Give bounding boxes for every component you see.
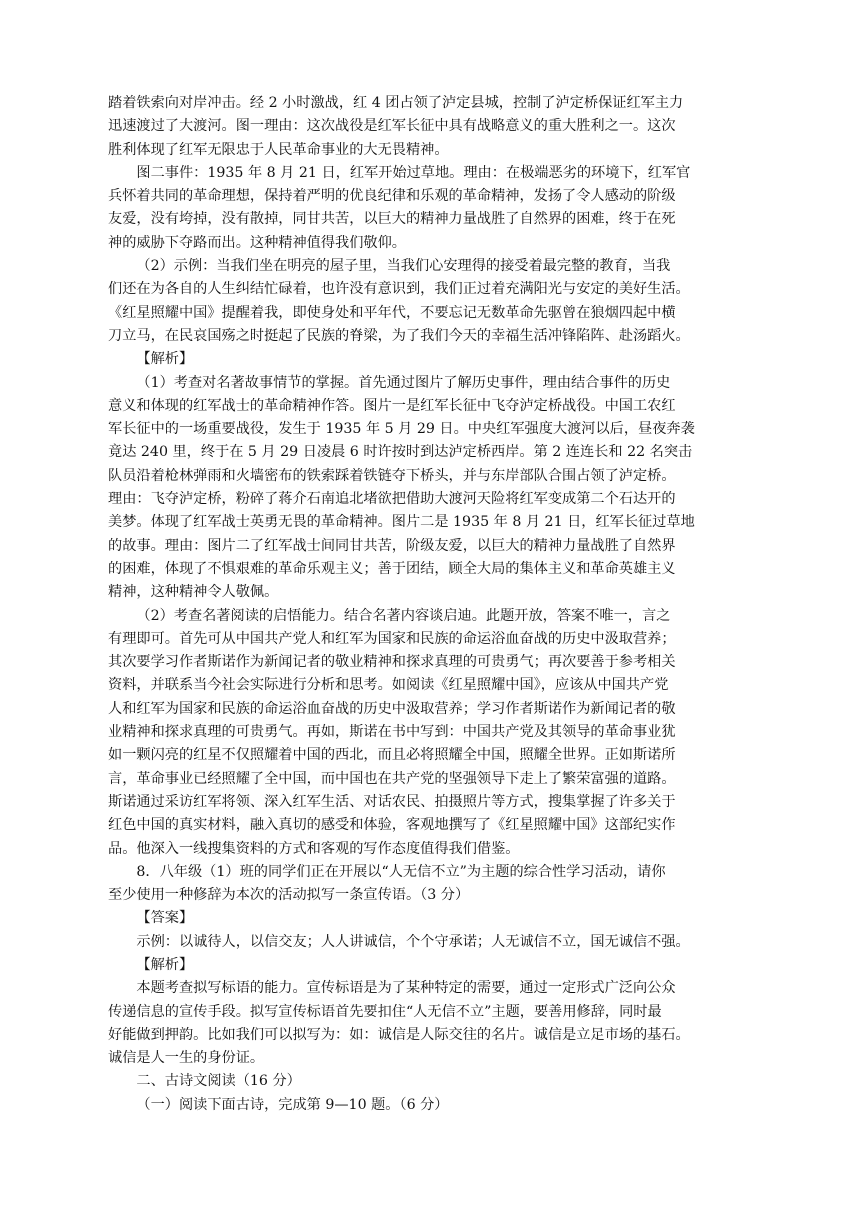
text-line: 资料，并联系当今社会实际进行分析和思考。如阅读《红星照耀中国》，应该从中国共产党	[108, 677, 669, 694]
text-line: 本题考查拟写标语的能力。宣传标语是为了某种特定的需要，通过一定形式广泛向公众	[136, 980, 676, 997]
text-line: （1）考查对名著故事情节的掌握。首先通过图片了解历史事件，理由结合事件的历史	[136, 374, 671, 391]
text-line: 美梦。体现了红军战士英勇无畏的革命精神。图片二是 1935 年 8 月 21 日，红军长征过草地	[108, 514, 695, 531]
text-line: 如一颗闪亮的红星不仅照耀着中国的西北，而且必将照耀全中国，照耀全世界。正如斯诺所	[108, 747, 676, 764]
text-line: 8．八年级（1）班的同学们正在开展以“人无信不立”为主题的综合性学习活动，请你	[136, 863, 666, 880]
text-line: 其次要学习作者斯诺作为新闻记者的敬业精神和探求真理的可贵勇气；再次要善于参考相关	[108, 654, 676, 671]
text-line: （2）示例：当我们坐在明亮的屋子里，当我们心安理得的接受着最完整的教育，当我	[136, 258, 671, 275]
text-line: 示例：以诚待人，以信交友；人人讲诚信，个个守承诺；人无诚信不立，国无诚信不强。	[136, 933, 690, 950]
text-line: 有理即可。首先可从中国共产党人和红军为国家和民族的命运浴血奋战的历史中汲取营养；	[108, 630, 676, 647]
text-line: 【解析】	[136, 956, 194, 973]
text-line: 意义和体现的红军战士的革命精神作答。图片一是红军长征中飞夺泸定桥战役。中国工农红	[108, 397, 676, 414]
text-line: 队员沿着枪林弹雨和火墙密布的铁索踩着铁链夺下桥头，并与东岸部队合围占领了泸定桥。	[108, 467, 676, 484]
text-line: 踏着铁索向对岸冲击。经 2 小时激战，红 4 团占领了泸定县城，控制了泸定桥保证红军主力	[108, 95, 684, 111]
text-line: （2）考查名著阅读的启悟能力。结合名著内容谈启迪。此题开放，答案不唯一，言之	[136, 607, 671, 624]
text-line: 军长征中的一场重要战役，发生于 1935 年 5 月 29 日。中央红军强度大渡河以后，昼夜奔袭	[108, 421, 695, 438]
text-line: 迅速渡过了大渡河。图一理由：这次战役是红军长征中具有战略意义的重大胜利之一。这次	[108, 118, 676, 135]
text-line: 的故事。理由：图片二了红军战士间同甘共苦，阶级友爱，以巨大的精神力量战胜了自然界	[108, 537, 676, 554]
text-line: 至少使用一种修辞为本次的活动拟写一条宣传语。（3 分）	[108, 887, 470, 904]
text-line: 业精神和探求真理的可贵勇气。再如，斯诺在书中写到：中国共产党及其领导的革命事业犹	[108, 724, 676, 741]
text-line: 二、古诗文阅读（16 分）	[136, 1073, 301, 1090]
text-line: 友爱，没有垮掉，没有散掉，同甘共苦，以巨大的精神力量战胜了自然界的困难，终于在死	[108, 211, 676, 228]
text-line: 兵怀着共同的革命理想，保持着严明的优良纪律和乐观的革命精神，发扬了令人感动的阶级	[108, 188, 676, 205]
text-line: 红色中国的真实材料，融入真切的感受和体验，客观地撰写了《红星照耀中国》这部纪实作	[108, 817, 676, 834]
text-line: 精神，这种精神令人敬佩。	[108, 584, 279, 601]
text-line: 人和红军为国家和民族的命运浴血奋战的历史中汲取营养；学习作者斯诺作为新闻记者的敬	[108, 700, 676, 717]
text-line: 言，革命事业已经照耀了全中国，而中国也在共产党的坚强领导下走上了繁荣富强的道路。	[108, 770, 676, 787]
text-line: 神的威胁下夺路而出。这种精神值得我们敬仰。	[108, 234, 406, 251]
text-line: 胜利体现了红军无限忠于人民革命事业的大无畏精神。	[108, 141, 449, 158]
text-line: （一）阅读下面古诗，完成第 9—10 题。（6 分）	[136, 1096, 449, 1113]
text-line: 品。他深入一线搜集资料的方式和客观的写作态度值得我们借鉴。	[108, 840, 520, 857]
text-line: 理由：飞夺泸定桥，粉碎了蒋介石南追北堵欲把借助大渡河天险将红军变成第二个石达开的	[108, 491, 676, 508]
text-line: 传递信息的宣传手段。拟写宣传标语首先要扣住“人无信不立”主题，要善用修辞，同时最	[108, 1003, 662, 1020]
text-line: 【解析】	[136, 351, 194, 368]
text-line: 【答案】	[136, 910, 194, 927]
text-line: 刀立马，在民哀国殇之时挺起了民族的脊梁，为了我们今天的幸福生活冲锋陷阵、赴汤蹈火。	[108, 327, 690, 344]
text-line: 诚信是人一生的身份证。	[108, 1050, 265, 1067]
text-line: 图二事件：1935 年 8 月 21 日，红军开始过草地。理由：在极端恶劣的环境下，红军官	[136, 164, 691, 181]
text-line: 竟达 240 里，终于在 5 月 29 日凌晨 6 时许按时到达泸定桥西岸。第 2 连连长和 22 名突击	[108, 444, 693, 461]
text-line: 斯诺通过采访红军将领、深入红军生活、对话农民、拍摄照片等方式，搜集掌握了许多关于	[108, 793, 676, 810]
text-line: 的困难，体现了不惧艰难的革命乐观主义；善于团结，顾全大局的集体主义和革命英雄主义	[108, 560, 676, 577]
text-line: 好能做到押韵。比如我们可以拟写为：如：诚信是人际交往的名片。诚信是立足市场的基石。	[108, 1026, 690, 1043]
text-line: 们还在为各自的人生纠结忙碌着，也许没有意识到，我们正过着充满阳光与安定的美好生活。	[108, 281, 690, 298]
text-line: 《红星照耀中国》提醒着我，即使身处和平年代，不要忘记无数革命先驱曾在狼烟四起中横	[108, 304, 676, 321]
